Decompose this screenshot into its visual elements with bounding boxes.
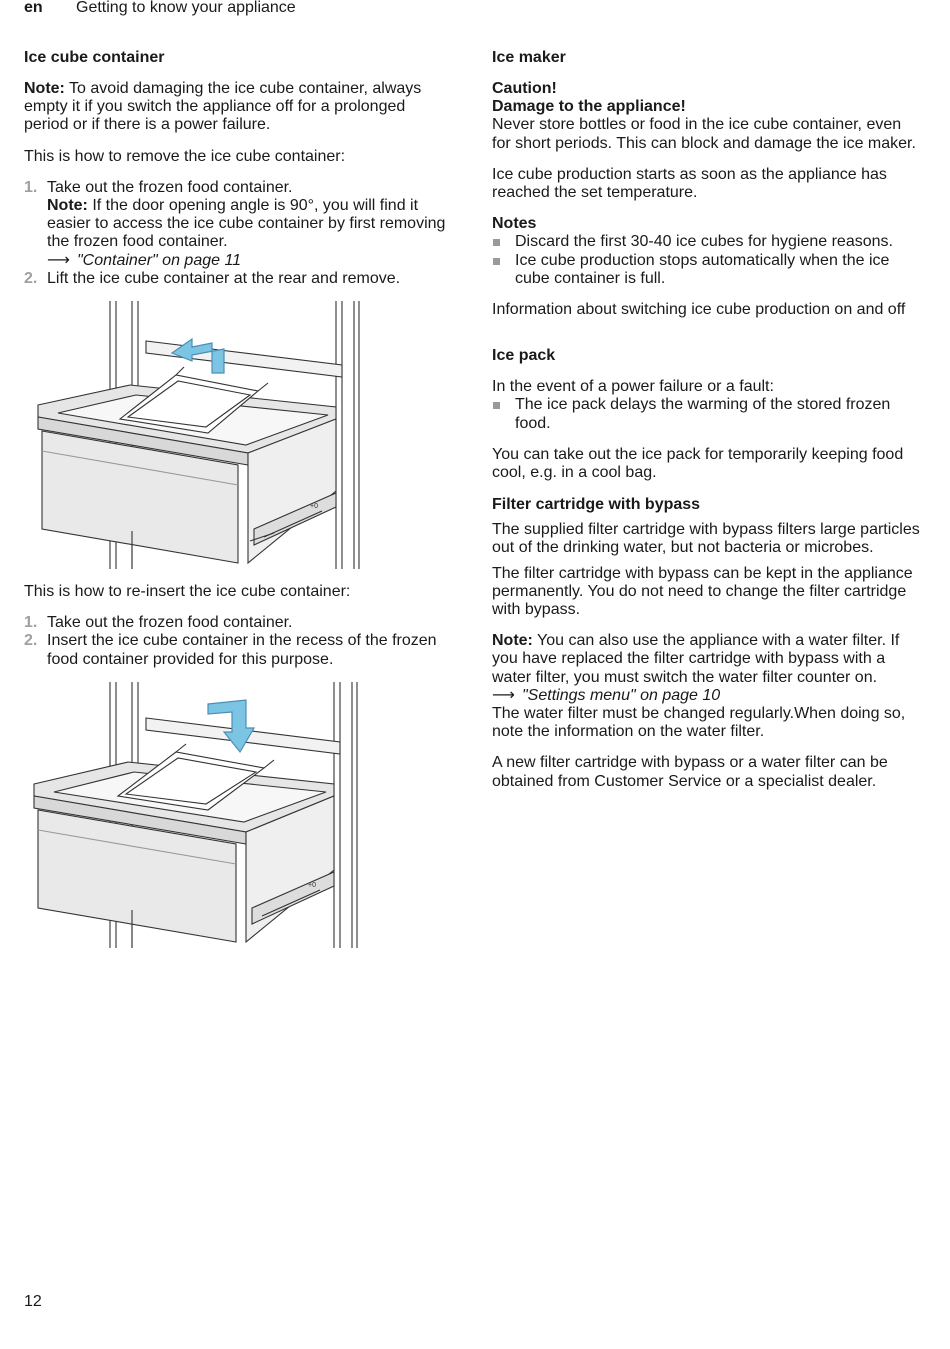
note-label: Note:	[492, 632, 533, 650]
filter-note	[492, 632, 922, 741]
production-text: Ice cube production starts as soon as the appliance has reached the set temperature.	[492, 165, 887, 202]
filter-paragraph-3: A new filter cartridge with bypass or a water filter can be obtained from Customer Service or a specialist dealer.	[492, 754, 888, 790]
notes-list	[492, 233, 922, 288]
caution-label: Caution!	[492, 80, 557, 97]
ice-cube-container-note	[24, 80, 454, 135]
ice-pack-heading: Ice pack	[492, 347, 556, 365]
note-item: Discard the first 30-40 ice cubes for hygiene reasons.	[492, 233, 922, 251]
caution-text: Never store bottles or food in the ice cube container, even for short periods. This can block and damage the ice maker.	[492, 116, 916, 152]
page-header	[24, 0, 296, 18]
step-text: Insert the ice cube container in the recess of the frozen food container provided for this purpose.	[47, 632, 437, 668]
xref-arrow-icon: ⟶	[492, 686, 515, 704]
left-column	[24, 48, 454, 948]
reinsert-step-1	[24, 614, 454, 632]
reinsert-steps	[24, 614, 454, 669]
remove-step-1	[24, 179, 454, 270]
step-text: Take out the frozen food container.	[47, 178, 293, 196]
section-title: Getting to know your appliance	[76, 0, 296, 16]
language-code: en	[24, 0, 43, 16]
ice-cube-container-heading: Ice cube container	[24, 49, 165, 66]
settings-menu-page-link[interactable]: "Settings menu" on page 10	[522, 686, 721, 704]
ice-pack-item: The ice pack delays the warming of the stored frozen food.	[492, 396, 922, 432]
remove-steps	[24, 179, 454, 288]
filter-paragraph-2: The filter cartridge with bypass can be kept in the appliance permanently. You do not need to change the filter cartridge with bypass.	[492, 564, 913, 619]
remove-ice-container-illustration	[2, 301, 362, 569]
step-text: Take out the frozen food container.	[47, 614, 293, 632]
insert-ice-container-illustration	[2, 682, 362, 948]
note-text: You can also use the appliance with a water filter. If you have replaced the filter cartridge with bypass with a water filter, you must switch the water filter counter on.	[492, 632, 900, 686]
drawer-dial-label: +0	[308, 881, 316, 889]
caution-block	[492, 80, 922, 153]
step-number: 1.	[24, 614, 38, 632]
note-label: Note:	[24, 80, 65, 97]
step-number: 1.	[24, 178, 38, 196]
filter-heading: Filter cartridge with bypass	[492, 496, 701, 514]
step-text: Lift the ice cube container at the rear and remove.	[47, 269, 401, 287]
note-item: Ice cube production stops automatically when the ice cube container is full.	[492, 252, 922, 288]
filter-note-after: The water filter must be changed regularly.When doing so, note the information on the water filter.	[492, 705, 906, 741]
step-number: 2.	[24, 269, 38, 287]
container-page-link[interactable]: "Container" on page 11	[77, 251, 242, 269]
xref-arrow-icon: ⟶	[47, 251, 70, 269]
remove-step-2	[24, 270, 454, 288]
drawer-dial-label: +0	[310, 503, 318, 511]
step-note-label: Note:	[47, 197, 88, 215]
remove-intro: This is how to remove the ice cube container:	[24, 147, 346, 165]
ice-maker-heading: Ice maker	[492, 49, 566, 66]
right-column	[492, 48, 922, 804]
caution-subtitle: Damage to the appliance!	[492, 98, 686, 116]
filter-paragraph-1: The supplied filter cartridge with bypass filters large particles out of the drinking water, but not bacteria or microbes.	[492, 521, 920, 557]
ice-pack-intro: In the event of a power failure or a fault:	[492, 378, 774, 396]
info-text: Information about switching ice cube production on and off	[492, 301, 906, 319]
notes-heading: Notes	[492, 215, 537, 233]
ice-pack-list	[492, 396, 922, 432]
reinsert-step-2	[24, 632, 454, 668]
step-note-text: If the door opening angle is 90°, you will find it easier to access the ice cube container by first removing the frozen food container.	[47, 197, 446, 251]
ice-pack-text: You can take out the ice pack for temporarily keeping food cool, e.g. in a cool bag.	[492, 445, 904, 482]
step-number: 2.	[24, 632, 38, 650]
note-text: To avoid damaging the ice cube container, always empty it if you switch the appliance off for a prolonged period or if there is a power failure.	[24, 80, 422, 134]
notes-block	[492, 215, 922, 288]
page-number: 12	[24, 1293, 42, 1310]
reinsert-intro: This is how to re-insert the ice cube container:	[24, 583, 351, 601]
